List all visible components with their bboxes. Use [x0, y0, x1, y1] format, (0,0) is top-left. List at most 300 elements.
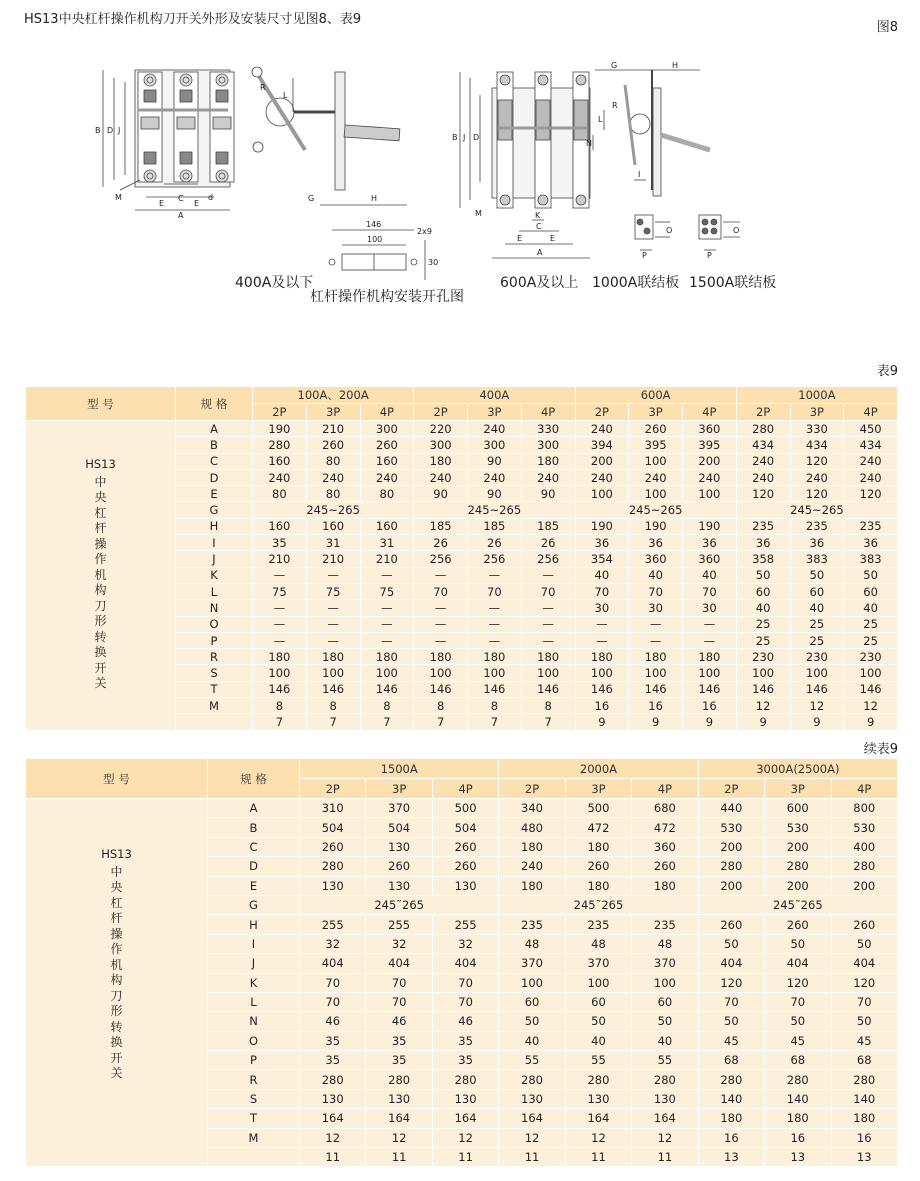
value-cell: —: [414, 616, 468, 632]
dim-label-d: d: [208, 193, 214, 202]
value-cell: 25: [790, 616, 844, 632]
spec-cell: S: [208, 1089, 300, 1108]
model-cell: [26, 421, 176, 731]
value-cell: 120: [765, 973, 831, 992]
dim-label-O: O: [733, 226, 740, 235]
dim-label-J: J: [118, 126, 121, 135]
value-cell: 190: [629, 518, 683, 534]
value-cell: 30: [683, 600, 737, 616]
value-cell: 80: [306, 453, 360, 469]
value-cell: 48: [632, 934, 698, 953]
spec-cell: S: [176, 665, 253, 681]
dim-label-C: C: [536, 222, 542, 231]
value-cell: 260: [831, 915, 898, 934]
value-cell: 130: [565, 1089, 631, 1108]
table-label-continued: 续表9: [863, 742, 898, 757]
spec-cell: E: [208, 876, 300, 895]
merged-value-cell: 245~265: [575, 502, 736, 518]
dimension-drawing: [80, 40, 800, 300]
header-pole: 2P: [736, 404, 790, 421]
value-cell: 220: [414, 421, 468, 437]
value-cell: 70: [300, 992, 366, 1011]
value-cell: 404: [831, 954, 898, 973]
spec-cell: D: [176, 469, 253, 485]
value-cell: 60: [844, 583, 898, 599]
value-cell: 180: [765, 1109, 831, 1128]
value-cell: 180: [414, 453, 468, 469]
value-cell: 16: [831, 1128, 898, 1147]
dim-label-D: D: [107, 126, 114, 135]
value-cell: 35: [300, 1051, 366, 1070]
value-cell: 210: [306, 421, 360, 437]
value-cell: 180: [468, 649, 522, 665]
merged-value-cell: 245~265: [253, 502, 414, 518]
model-name-char: 构: [110, 973, 123, 987]
value-cell: 330: [790, 421, 844, 437]
value-cell: 32: [366, 934, 432, 953]
header-current-group: 1500A: [300, 759, 499, 779]
value-cell: 8: [360, 698, 414, 714]
value-cell: 90: [468, 486, 522, 502]
value-cell: 146: [360, 681, 414, 697]
value-cell: 11: [565, 1148, 631, 1167]
value-cell: 12: [432, 1128, 498, 1147]
value-cell: 40: [844, 600, 898, 616]
value-cell: —: [575, 616, 629, 632]
spec-cell: T: [208, 1109, 300, 1128]
spec-cell: B: [176, 437, 253, 453]
spec-table-9-continued: [25, 758, 898, 1167]
value-cell: 330: [521, 421, 575, 437]
value-cell: —: [629, 632, 683, 648]
value-cell: 240: [360, 469, 414, 485]
value-cell: 50: [844, 567, 898, 583]
value-cell: 100: [790, 665, 844, 681]
value-cell: 55: [565, 1051, 631, 1070]
value-cell: —: [306, 632, 360, 648]
value-cell: —: [414, 567, 468, 583]
value-cell: 36: [629, 535, 683, 551]
value-cell: 13: [698, 1148, 764, 1167]
value-cell: 240: [575, 421, 629, 437]
spec-cell: M: [176, 698, 253, 714]
dim-label-J: J: [463, 133, 466, 142]
value-cell: 31: [306, 535, 360, 551]
value-cell: 130: [432, 876, 498, 895]
spec-table-9: [25, 386, 898, 731]
value-cell: 434: [790, 437, 844, 453]
dim-label-A: A: [178, 211, 184, 220]
value-cell: 70: [698, 992, 764, 1011]
dim-label-R: R: [612, 101, 618, 110]
value-cell: 36: [683, 535, 737, 551]
dim-label-K: K: [535, 211, 541, 220]
value-cell: —: [360, 632, 414, 648]
value-cell: 394: [575, 437, 629, 453]
value-cell: 90: [414, 486, 468, 502]
value-cell: 146: [414, 681, 468, 697]
value-cell: 80: [253, 486, 307, 502]
value-cell: 280: [765, 857, 831, 876]
value-cell: 300: [414, 437, 468, 453]
value-cell: 35: [432, 1031, 498, 1050]
spec-cell: O: [208, 1031, 300, 1050]
header-pole: 3P: [629, 404, 683, 421]
header-current-group: 2000A: [499, 759, 698, 779]
value-cell: 240: [736, 453, 790, 469]
model-name-char: 转: [94, 629, 107, 644]
value-cell: 240: [683, 469, 737, 485]
value-cell: 280: [698, 857, 764, 876]
value-cell: 180: [521, 649, 575, 665]
spec-cell: G: [208, 895, 300, 914]
value-cell: 504: [432, 818, 498, 837]
value-cell: 180: [253, 649, 307, 665]
table-row: [26, 421, 898, 437]
value-cell: 256: [468, 551, 522, 567]
model-code: HS13: [101, 847, 132, 861]
value-cell: 16: [629, 698, 683, 714]
value-cell: 180: [521, 453, 575, 469]
large-switch-front-view: [460, 72, 590, 258]
value-cell: 360: [629, 551, 683, 567]
value-cell: 40: [629, 567, 683, 583]
value-cell: 504: [366, 818, 432, 837]
value-cell: 200: [765, 876, 831, 895]
value-cell: 70: [575, 583, 629, 599]
value-cell: 255: [300, 915, 366, 934]
page-title: HS13中央杠杆操作机构刀开关外形及安装尺寸见图8、表9: [24, 12, 362, 27]
value-cell: 100: [629, 486, 683, 502]
value-cell: 100: [683, 486, 737, 502]
value-cell: —: [414, 632, 468, 648]
value-cell: —: [253, 632, 307, 648]
value-cell: 32: [432, 934, 498, 953]
value-cell: 32: [300, 934, 366, 953]
value-cell: 13: [765, 1148, 831, 1167]
value-cell: 280: [366, 1070, 432, 1089]
merged-value-cell: 245˜265: [499, 895, 698, 914]
figure-label: 图8: [876, 20, 898, 35]
value-cell: 200: [831, 876, 898, 895]
value-cell: 120: [790, 486, 844, 502]
value-cell: —: [683, 632, 737, 648]
value-cell: 230: [790, 649, 844, 665]
value-cell: 280: [736, 421, 790, 437]
header-pole: 3P: [366, 779, 432, 799]
value-cell: 7: [360, 714, 414, 730]
value-cell: 8: [253, 698, 307, 714]
value-cell: 100: [629, 665, 683, 681]
spec-cell: P: [176, 632, 253, 648]
value-cell: —: [521, 616, 575, 632]
spec-cell: J: [176, 551, 253, 567]
model-name-char: 开: [110, 1050, 123, 1065]
value-cell: 180: [306, 649, 360, 665]
value-cell: 12: [844, 698, 898, 714]
value-cell: 354: [575, 551, 629, 567]
value-cell: 45: [831, 1031, 898, 1050]
value-cell: 280: [831, 1070, 898, 1089]
header-pole: 3P: [765, 779, 831, 799]
value-cell: 11: [366, 1148, 432, 1167]
merged-value-cell: 245~265: [736, 502, 897, 518]
header-current-group: 100A、200A: [253, 387, 414, 404]
value-cell: 40: [565, 1031, 631, 1050]
value-cell: 7: [306, 714, 360, 730]
value-cell: 404: [765, 954, 831, 973]
value-cell: 146: [468, 681, 522, 697]
header-pole: 4P: [632, 779, 698, 799]
spec-cell: C: [176, 453, 253, 469]
dim-label-O: O: [666, 226, 673, 235]
value-cell: 9: [575, 714, 629, 730]
header-model: 型 号: [26, 387, 176, 421]
model-name-char: 换: [94, 645, 107, 659]
value-cell: —: [414, 600, 468, 616]
value-cell: 180: [565, 876, 631, 895]
dim-2x9: 2x9: [417, 227, 432, 236]
value-cell: 200: [683, 453, 737, 469]
value-cell: 70: [521, 583, 575, 599]
model-name-char: 形: [110, 1004, 123, 1018]
header-spec: 规 格: [208, 759, 300, 799]
value-cell: 11: [499, 1148, 565, 1167]
dim-label-L: L: [598, 115, 603, 124]
value-cell: 100: [575, 486, 629, 502]
value-cell: 31: [360, 535, 414, 551]
header-pole: 4P: [683, 404, 737, 421]
value-cell: 130: [366, 1089, 432, 1108]
value-cell: 240: [790, 469, 844, 485]
value-cell: 70: [432, 973, 498, 992]
value-cell: 50: [765, 1012, 831, 1031]
value-cell: 40: [736, 600, 790, 616]
value-cell: 100: [575, 665, 629, 681]
value-cell: 130: [432, 1089, 498, 1108]
spec-cell: M: [208, 1128, 300, 1147]
value-cell: 25: [844, 616, 898, 632]
value-cell: 8: [414, 698, 468, 714]
value-cell: 255: [366, 915, 432, 934]
value-cell: —: [306, 600, 360, 616]
value-cell: 68: [831, 1051, 898, 1070]
pole: [138, 72, 162, 182]
value-cell: —: [306, 616, 360, 632]
value-cell: 280: [698, 1070, 764, 1089]
large-switch-side-view: [593, 70, 710, 196]
value-cell: 50: [831, 934, 898, 953]
value-cell: 70: [432, 992, 498, 1011]
value-cell: 11: [432, 1148, 498, 1167]
spec-cell: A: [176, 421, 253, 437]
value-cell: 30: [575, 600, 629, 616]
value-cell: 240: [468, 421, 522, 437]
value-cell: 100: [844, 665, 898, 681]
value-cell: 9: [790, 714, 844, 730]
value-cell: 240: [521, 469, 575, 485]
value-cell: 50: [698, 1012, 764, 1031]
value-cell: 240: [306, 469, 360, 485]
value-cell: 260: [366, 857, 432, 876]
value-cell: 8: [521, 698, 575, 714]
dim-label-E: E: [550, 234, 556, 243]
dim-label-G: G: [611, 61, 618, 70]
value-cell: 240: [253, 469, 307, 485]
value-cell: 11: [300, 1148, 366, 1167]
value-cell: 70: [831, 992, 898, 1011]
value-cell: 164: [632, 1109, 698, 1128]
value-cell: 12: [790, 698, 844, 714]
value-cell: —: [360, 567, 414, 583]
value-cell: 235: [736, 518, 790, 534]
value-cell: 60: [499, 992, 565, 1011]
value-cell: 185: [468, 518, 522, 534]
value-cell: 404: [432, 954, 498, 973]
spec-cell: H: [208, 915, 300, 934]
value-cell: 50: [565, 1012, 631, 1031]
value-cell: 140: [698, 1089, 764, 1108]
value-cell: —: [521, 600, 575, 616]
value-cell: 100: [253, 665, 307, 681]
model-name-char: 央: [94, 490, 107, 504]
value-cell: —: [253, 600, 307, 616]
value-cell: 180: [360, 649, 414, 665]
value-cell: 280: [565, 1070, 631, 1089]
value-cell: 12: [300, 1128, 366, 1147]
dim-label-M: M: [475, 209, 482, 218]
model-name-char: 中: [94, 474, 107, 489]
model-name-char: 转: [110, 1019, 123, 1034]
spec-cell: [208, 1148, 300, 1167]
value-cell: 11: [632, 1148, 698, 1167]
value-cell: 16: [683, 698, 737, 714]
value-cell: 120: [736, 486, 790, 502]
value-cell: 75: [253, 583, 307, 599]
value-cell: 25: [790, 632, 844, 648]
header-current-group: 3000A(2500A): [698, 759, 897, 779]
dim-label-N: N: [586, 139, 592, 148]
value-cell: 160: [360, 518, 414, 534]
header-pole: 4P: [360, 404, 414, 421]
value-cell: 70: [414, 583, 468, 599]
model-name-char: 形: [94, 614, 107, 628]
value-cell: 260: [632, 857, 698, 876]
header-pole: 4P: [521, 404, 575, 421]
spec-cell: L: [176, 583, 253, 599]
pole: [535, 72, 551, 208]
value-cell: 100: [499, 973, 565, 992]
table-row: [26, 799, 898, 818]
dim-label-E: E: [159, 199, 165, 208]
value-cell: 16: [765, 1128, 831, 1147]
value-cell: 434: [736, 437, 790, 453]
value-cell: 120: [831, 973, 898, 992]
value-cell: 35: [432, 1051, 498, 1070]
value-cell: 12: [499, 1128, 565, 1147]
value-cell: 180: [632, 876, 698, 895]
header-pole: 2P: [253, 404, 307, 421]
value-cell: 9: [683, 714, 737, 730]
value-cell: —: [575, 632, 629, 648]
value-cell: 7: [253, 714, 307, 730]
value-cell: 75: [360, 583, 414, 599]
value-cell: 240: [844, 469, 898, 485]
value-cell: 256: [414, 551, 468, 567]
value-cell: 130: [499, 1089, 565, 1108]
spec-cell: K: [176, 567, 253, 583]
value-cell: 130: [366, 837, 432, 856]
value-cell: 280: [300, 857, 366, 876]
value-cell: 200: [698, 837, 764, 856]
caption-600a: 600A及以上: [500, 275, 579, 291]
value-cell: 7: [468, 714, 522, 730]
value-cell: —: [468, 632, 522, 648]
dim-label-B: B: [452, 133, 458, 142]
value-cell: 90: [468, 453, 522, 469]
spec-cell: [176, 714, 253, 730]
value-cell: 370: [499, 954, 565, 973]
header-model: 型 号: [26, 759, 208, 799]
value-cell: —: [521, 632, 575, 648]
value-cell: 26: [414, 535, 468, 551]
value-cell: 164: [432, 1109, 498, 1128]
value-cell: 190: [575, 518, 629, 534]
value-cell: 190: [683, 518, 737, 534]
value-cell: 200: [575, 453, 629, 469]
value-cell: 60: [790, 583, 844, 599]
value-cell: 180: [575, 649, 629, 665]
pole: [210, 72, 234, 182]
value-cell: 12: [736, 698, 790, 714]
value-cell: 400: [831, 837, 898, 856]
value-cell: 260: [765, 915, 831, 934]
value-cell: 120: [698, 973, 764, 992]
value-cell: 35: [253, 535, 307, 551]
value-cell: 12: [632, 1128, 698, 1147]
value-cell: 9: [736, 714, 790, 730]
value-cell: 12: [565, 1128, 631, 1147]
value-cell: 240: [468, 469, 522, 485]
dim-146: 146: [366, 220, 382, 229]
value-cell: 310: [300, 799, 366, 818]
model-name-char: 作: [94, 552, 107, 566]
model-name-char: 刀: [110, 988, 123, 1003]
pole: [174, 72, 198, 182]
value-cell: 100: [629, 453, 683, 469]
value-cell: 235: [632, 915, 698, 934]
dim-label-I: I: [638, 170, 641, 179]
merged-value-cell: 245˜265: [300, 895, 499, 914]
value-cell: 8: [468, 698, 522, 714]
spec-cell: N: [176, 600, 253, 616]
model-name-char: 关: [94, 676, 107, 690]
value-cell: 530: [831, 818, 898, 837]
value-cell: 180: [683, 649, 737, 665]
value-cell: 160: [253, 518, 307, 534]
value-cell: 500: [565, 799, 631, 818]
value-cell: 235: [499, 915, 565, 934]
value-cell: 50: [765, 934, 831, 953]
value-cell: 50: [831, 1012, 898, 1031]
value-cell: 190: [253, 421, 307, 437]
value-cell: —: [468, 616, 522, 632]
value-cell: 130: [300, 1089, 366, 1108]
merged-value-cell: 245˜265: [698, 895, 897, 914]
value-cell: 100: [632, 973, 698, 992]
value-cell: 210: [253, 551, 307, 567]
value-cell: 40: [575, 567, 629, 583]
